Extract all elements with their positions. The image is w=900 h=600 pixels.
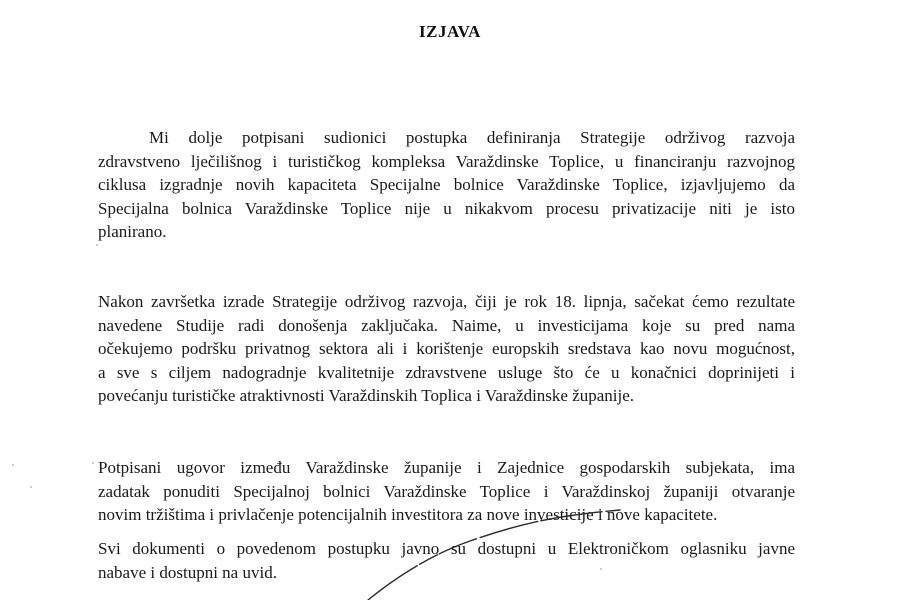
scan-speck — [600, 568, 602, 570]
paragraph-strategy — [98, 290, 795, 408]
document-title: IZJAVA — [419, 22, 481, 41]
scan-speck — [92, 462, 94, 464]
paragraph-line: a sve s ciljem nadogradnje kvalitetnije zdravstvene usluge što će u konačnici doprinijeti i — [98, 362, 795, 382]
paragraph-line: planirano. — [98, 222, 167, 241]
paragraph-line: Mi dolje potpisani sudionici postupka definiranja Strategije održivog razvoja — [149, 128, 795, 147]
paragraph-line: zdravstveno lječilišnog i turističkog kompleksa Varaždinske Toplice, u financiranju razvojnog — [98, 151, 795, 171]
paragraph-line: zadatak ponuditi Specijalnoj bolnici Varaždinske Toplice i Varaždinskoj županiji otvaranje — [98, 481, 795, 501]
paragraph-line: Svi dokumenti o povedenom postupku javno su dostupni u Elektroničkom oglasniku javne — [98, 539, 795, 558]
paragraph-line: ciklusa izgradnje novih kapaciteta Specijalne bolnice Varaždinske Toplice, izjavljujemo da — [98, 175, 795, 194]
paragraph-line: očekujemo podršku privatnog sektora ali i korištenje europskih sredstava kao novu mogućnost, — [98, 339, 795, 358]
paragraph-declaration — [98, 126, 795, 244]
paragraph-contract — [98, 456, 795, 527]
scan-speck — [12, 464, 14, 466]
scan-speck — [96, 244, 98, 246]
paragraph-line: Nakon završetka izrade Strategije održivog razvoja, čiji je rok 18. lipnja, sačekat ćemo rezultate — [98, 292, 795, 311]
paragraph-line: novim tržištima i privlačenje potencijalnih investitora za nove investicije i nove kapacitete. — [98, 505, 718, 524]
paragraph-line: Specijalna bolnica Varaždinske Toplice nije u nikakvom procesu privatizacije niti je isto — [98, 198, 795, 218]
paragraph-line: Potpisani ugovor između Varaždinske županije i Zajednice gospodarskih subjekata, ima — [98, 458, 795, 477]
paragraph-line: navedene Studije radi donošenja zaključaka. Naime, u investicijama koje su pred nama — [98, 315, 795, 335]
paragraph-line: nabave i dostupni na uvid. — [98, 562, 277, 582]
scan-speck — [30, 486, 32, 488]
paragraph-line: povećanju turističke atraktivnosti Varaždinskih Toplica i Varaždinske županije. — [98, 386, 635, 405]
paragraph-documents — [98, 537, 795, 584]
